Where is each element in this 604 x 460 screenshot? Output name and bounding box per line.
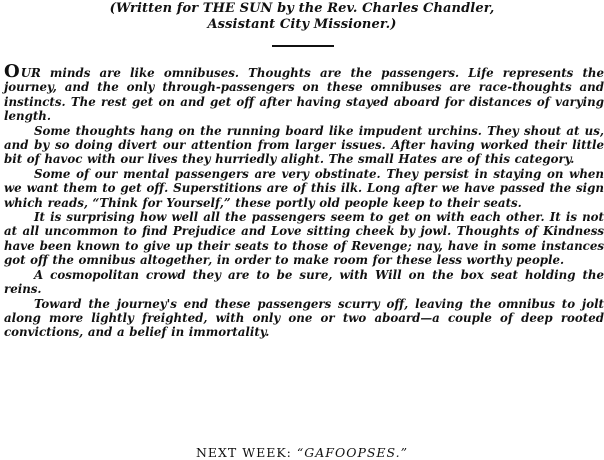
byline-line-1: (Written for THE SUN by the Rev. Charles Chandler, — [109, 1, 495, 16]
paragraph-2: Some thoughts hang on the running board like impudent urchins. They shout at us, and by so doing divert our attention from larger issues. After having worked their little bit of havoc with our lives they hurriedly alight. The small Hates are of this category. — [4, 123, 604, 167]
drop-cap: O — [4, 61, 20, 82]
divider-rule — [272, 45, 334, 47]
next-week-label: NEXT WEEK: — [195, 445, 292, 460]
paragraph-1-text: UR minds are like omnibuses. Thoughts are the passengers. Life represents the journey, and the only through-passengers on these omnibuses are race-thoughts and instincts. The rest get on and get off after having stayed aboard for distances of varying length. — [4, 66, 604, 124]
article-body — [4, 61, 604, 340]
paragraph-1 — [4, 61, 604, 124]
byline-line-2: Assistant City Missioner.) — [207, 17, 397, 32]
paragraph-4: It is surprising how well all the passengers seem to get on with each other. It is not at all uncommon to find Prejudice and Love sitting cheek by jowl. Thoughts of Kindness have been known to give up their seats to those of Revenge; nay, have in some instances got off the omnibus altogether, in order to make room for these less worthy people. — [4, 210, 604, 268]
paragraph-5: A cosmopolitan crowd they are to be sure, with Will on the box seat holding the reins. — [4, 267, 604, 297]
paragraph-6: Toward the journey's end these passengers scurry off, leaving the omnibus to jolt along more lightly freighted, with only one or two aboard—a couple of deep rooted convictions, and a belief in immortality. — [4, 296, 604, 340]
next-week-notice — [0, 445, 604, 460]
next-week-title: “GAFOOPSES.” — [296, 445, 409, 460]
paragraph-3: Some of our mental passengers are very obstinate. They persist in staying on when we want them to get off. Superstitions are of this ilk. Long after we have passed the sign which reads, “Think for Yourself,” these portly old people keep to their seats. — [4, 166, 604, 210]
